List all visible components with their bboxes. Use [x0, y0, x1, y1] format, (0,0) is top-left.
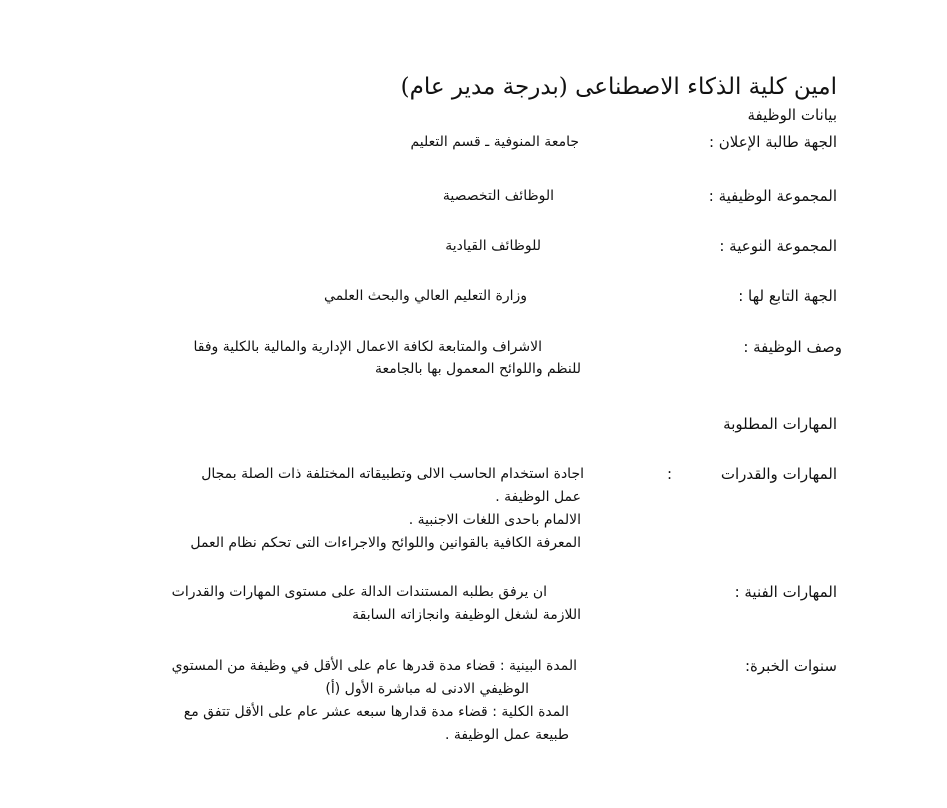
page-title: امين كلية الذكاء الاصطناعى (بدرجة مدير عام) [400, 74, 837, 100]
field-value-job-group: الوظائف التخصصية [442, 188, 554, 204]
field-value-type-group: للوظائف القيادية [445, 238, 541, 254]
skills-value-experience-line-2: الوظيفي الادنى له مباشرة الأول (أ) [325, 681, 529, 697]
skills-value-experience-line-3: المدة الكلية : قضاء مدة قدارها سبعه عشر عام على الأقل تتفق مع [183, 704, 569, 720]
skills-value-abilities-line-2: عمل الوظيفة . [495, 489, 581, 505]
field-value-advertiser: جامعة المنوفية ـ قسم التعليم [410, 134, 579, 150]
field-label-affiliation: الجهة التابع لها : [738, 287, 837, 305]
skills-label-experience: سنوات الخبرة: [744, 657, 837, 675]
skills-value-experience-line-1: المدة البينية : قضاء مدة قدرها عام على الأقل في وظيفة من المستوي [171, 658, 577, 674]
skills-value-technical-line-1: ان يرفق بطلبه المستندات الدالة على مستوى المهارات والقدرات [171, 584, 547, 600]
section-subtitle-job-data: بيانات الوظيفة [747, 106, 837, 124]
field-label-type-group: المجموعة النوعية : [719, 237, 837, 255]
skills-value-experience-line-4: طبيعة عمل الوظيفة . [444, 727, 569, 743]
field-label-job-group: المجموعة الوظيفية : [708, 187, 837, 205]
field-label-job-description: وصف الوظيفة : [743, 338, 842, 356]
field-value-job-description-line-2: للنظم واللوائح المعمول بها بالجامعة [375, 361, 581, 377]
skills-value-technical-line-2: اللازمة لشغل الوظيفة وانجازاته السابقة [352, 607, 581, 623]
skills-colon-abilities: : [666, 465, 672, 483]
skills-value-abilities-line-4: المعرفة الكافية بالقوانين واللوائح والاجراءات التى تحكم نظام العمل [190, 535, 581, 551]
skills-label-abilities: المهارات والقدرات [720, 465, 837, 483]
skills-value-abilities-line-1: اجادة استخدام الحاسب الالى وتطبيقاته المختلفة ذات الصلة بمجال [201, 466, 584, 482]
skills-label-technical: المهارات الفنية : [734, 583, 837, 601]
field-value-job-description-line-1: الاشراف والمتابعة لكافة الاعمال الإدارية والمالية بالكلية وفقا [193, 339, 542, 355]
field-value-affiliation: وزارة التعليم العالي والبحث العلمي [324, 288, 527, 304]
section-heading-required-skills: المهارات المطلوبة [723, 415, 837, 433]
skills-value-abilities-line-3: الالمام باحدى اللغات الاجنبية . [408, 512, 581, 528]
field-label-advertiser: الجهة طالبة الإعلان : [708, 133, 837, 151]
